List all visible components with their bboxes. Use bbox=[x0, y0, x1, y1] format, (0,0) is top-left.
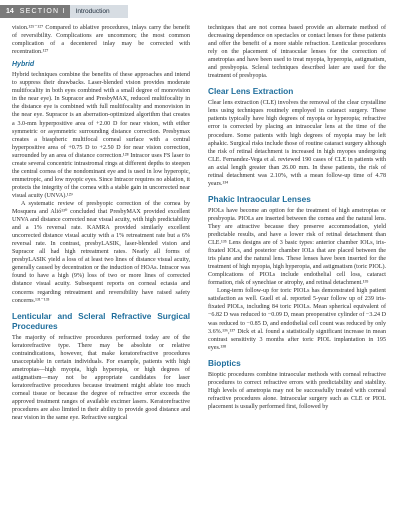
chapter-title: Introduction bbox=[70, 5, 128, 18]
page-header bbox=[0, 0, 400, 22]
page-number: 14 bbox=[0, 5, 18, 18]
right-column bbox=[208, 24, 386, 411]
clear-lens-paragraph: Clear lens extraction (CLE) involves the removal of the clear crystalline lens using techniques routinely employed in cataract surgery. These patients typically have high degrees of myopia or hyperopia; refractive error is corrected by placing an intraocular lens at the time of the procedure. Some patients with high degrees of myopia may be left aphakic. Surgical risks include those of routine cataract surgery although the risk of retinal detachment is increased in high myopes undergoing CLE. Fernandez-Vega et al. reviewed 190 cases of CLE in patients with an axial length greater than 26.00 mm. In these patients, the risk of retinal detachment was 2.10%, with a mean follow-up time of 4.78 years.¹³⁴ bbox=[208, 100, 386, 187]
bioptics-paragraph: Bioptic procedures combine intraocular methods with corneal refractive procedures to correct refractive errors with predictability and stability. High levels of ametropia may not be successfully treated with corneal refractive procedures alone. Intraocular surgery such as CLE or PIOL placement is usually performed first, followed by bbox=[208, 371, 386, 410]
paragraph-continued: techniques that are not cornea based provide an alternate method of decreasing dependence on spectacles or contact lenses for these patients and offer the benefit of a more stable refraction. Lenticular procedures rely on the placement of intraocular lenses for the correction of ametropias and have been used to treat myopia, hyperopia, astigmatism, and presbyopia. Scleral techniques described later are used for the treatment of presbyopia. bbox=[208, 25, 386, 80]
section-label: SECTION I bbox=[18, 5, 70, 18]
phakic-iol-heading: Phakic Intraocular Lenses bbox=[208, 193, 311, 204]
lenticular-heading: Lenticular and Scleral Refractive Surgical Procedures bbox=[12, 310, 190, 331]
hybrid-heading: Hybrid bbox=[12, 61, 35, 69]
hybrid-paragraph-1: Hybrid techniques combine the benefits of these approaches and intend to suppress their drawbacks. Laser-blended vision provides moderate multifocality in both eyes combined with a small degree of monovision in the near eye). In Supracor and PresbyMAX, reduced multifocality in the distance eye is combined with full multifocality and monovision in the near eye. Supracor is an aberration-optimized algorithm that creates a 3.0-mm hyperpositive area of +2.00 D for near vision, with either symmetric or asymmetric surrounding distance correction. Presbymax creates a biaspheric multifocal corneal surface with a central hyperpositive area of +0.75 D to +2.50 D for near vision correction, surrounded by an area of distance correction.¹²⁸ Intracor uses FS laser to create several concentric intrastromal rings at different depths to steepen the central cornea of the nondominant eye and is used in low hyperopic, emmetropic, and low myopic eyes. Since Intracor requires no ablation, it protects the integrity of the cornea with a stable gain in uncorrected near visual acuity (UNVA).¹²⁹ bbox=[12, 72, 190, 199]
bioptics-heading: Bioptics bbox=[208, 357, 241, 368]
left-column bbox=[12, 24, 190, 422]
hybrid-paragraph-2: A systematic review of presbyopic correction of the cornea by Mosquera and Alió¹³⁰ concluded that PresbyMAX provided excellent UNVA and distance corrected near visual acuity, with high predictability and a 1% reversal rate. KAMRA provided similarly excellent uncorrected distance visual acuity with a 1% retreatment rate but a 6% reversal rate. In contrast, presbyLASIK, laser-blended vision and Supracor all had high retreatment rates. Nearly all forms of presbyLASIK yield a loss of at least two lines of distance visual acuity, generally caused by decentration or the induction of HOAs. Intracor was found to have a high (9%) loss of two or more lines of corrected distance visual acuity. Subsequent reports on corneal ectasia and concerns regarding retreatment and reversibility have raised safety concerns.¹³¹⁻¹³³ bbox=[12, 200, 190, 304]
clear-lens-heading: Clear Lens Extraction bbox=[208, 86, 294, 97]
phakic-iol-paragraph-1: PIOLs have become an option for the treatment of high ametropias or presbyopia. PIOLs are inserted between the cornea and the natural lens. They are attractive because they preserve accommodation, yield predictable results, and have a lower risk of retinal detachment than CLE.¹³⁵ Lens designs are of 3 basic types: anterior chamber IOLs, iris-fixated IOLs, and posterior chamber IOLs that are placed between the iris plane and the natural lens. These lenses have been inserted for the treatment of high myopia, high hyperopia, and astigmatism (toric PIOL). Complications of PIOLs include endothelial cell loss, cataract formation, risk of synechiae or atrophy, and retinal detachment.¹³⁵ bbox=[208, 207, 386, 287]
lenticular-paragraph-1: The majority of refractive procedures performed today are of the keratorefractive type. There may be absolute or relative contraindications, however, that make keratorefractive procedures unacceptable in certain individuals. For example, patients with high ametropias—high myopia, high hyperopia, or high degrees of astigmatism—may not be appropriate candidates for laser keratorefractive procedures because treatment might ablate too much corneal tissue or because the degree of refractive error exceeds the approved treatment ranges of available excimer lasers. Keratorefractive procedures are also limited in their ability to provide good distance and near vision in the same eye. Refractive surgical bbox=[12, 334, 190, 422]
paragraph-vision: vision.¹²⁵⁻¹²⁷ Compared to ablative procedures, inlays carry the benefit of reversibility. Complications are uncommon; the most common complication of a decentered inlay may be corrected with recentration.¹²⁷ bbox=[12, 25, 190, 56]
phakic-iol-paragraph-2: Long-term follow-up for toric PIOLs has demonstrated high patient satisfaction as well. Guell et al. reported 5-year follow up of 239 iris-fixated PIOLs, including 84 toric PIOLs. Mean spherical equivalent of −6.82 D was reduced to −0.09 D, mean preoperative cylinder of −3.24 D was reduced to −0.85 D, and endothelial cell count was reduced by only 3.6%.¹³⁶,¹³⁷ Dick et al. found a statistically significant increase in mean contrast sensitivity 3 months after toric PIOL implantation in 195 eyes.¹³⁸ bbox=[208, 288, 386, 351]
